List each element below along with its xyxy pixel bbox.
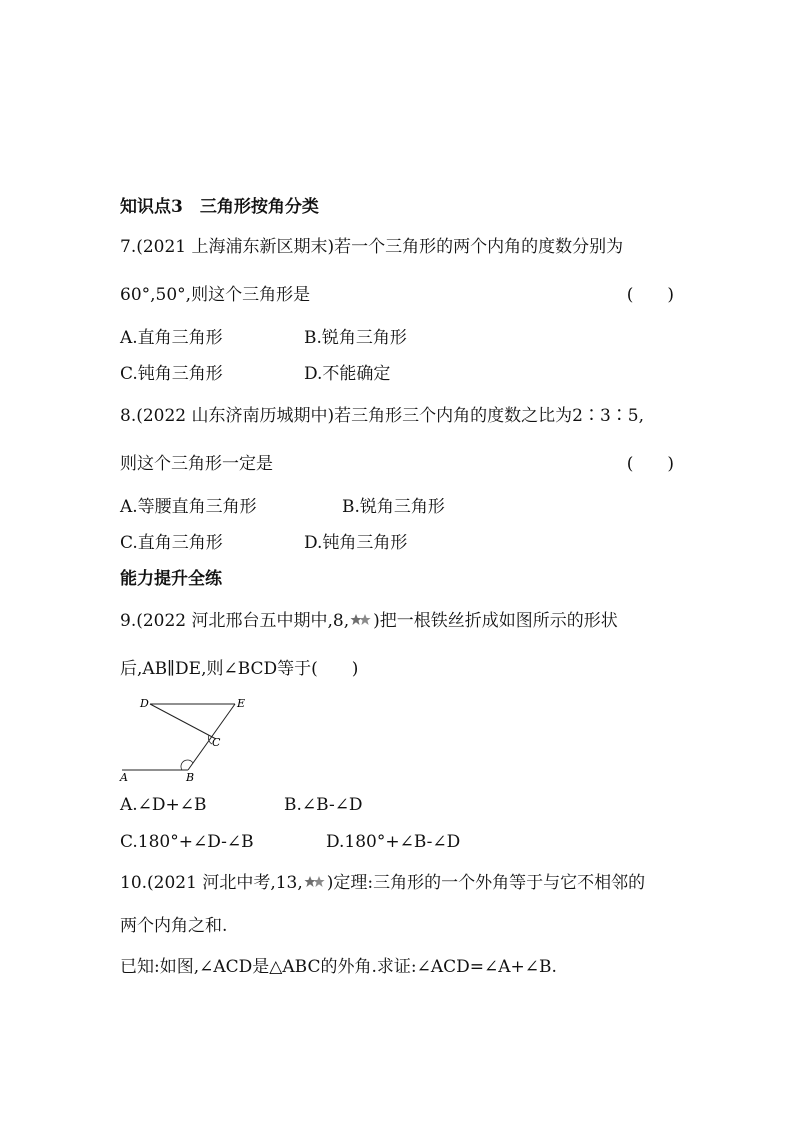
q8-option-a[interactable]: A.等腰直角三角形 [120, 497, 257, 517]
ability-section-title: 能力提升全练 [120, 569, 222, 589]
difficulty-stars-icon [304, 873, 326, 895]
q9-option-c[interactable]: C.180°+∠D-∠B [120, 832, 254, 852]
q7-option-a[interactable]: A.直角三角形 [120, 328, 223, 348]
q10-source: 10.(2021 河北中考,13, [120, 873, 303, 893]
q9-stem-line2: 后,AB∥DE,则∠BCD等于( ) [120, 659, 359, 679]
q7-stem-line2 [120, 284, 674, 306]
q8-option-b[interactable]: B.锐角三角形 [342, 497, 445, 517]
q9-option-a[interactable]: A.∠D+∠B [120, 795, 207, 815]
q8-option-d[interactable]: D.钝角三角形 [304, 533, 408, 553]
q8-answer-paren: ( ) [626, 454, 674, 474]
segment-dc [150, 704, 216, 739]
difficulty-stars-icon [350, 611, 372, 633]
q8-stem-text: 则这个三角形一定是 [120, 454, 273, 474]
q9-stem-text: )把一根铁丝折成如图所示的形状 [373, 611, 618, 631]
q8-stem-line2 [120, 453, 674, 475]
q8-stem-line1: 8.(2022 山东济南历城期中)若三角形三个内角的度数之比为2∶3∶5, [120, 406, 645, 426]
q10-stem-line1 [120, 872, 645, 895]
q9-option-b[interactable]: B.∠B-∠D [284, 795, 363, 815]
q9-geometry-figure [118, 694, 278, 786]
q7-option-c[interactable]: C.钝角三角形 [120, 364, 223, 384]
label-b: B [186, 771, 195, 784]
q8-option-c[interactable]: C.直角三角形 [120, 533, 223, 553]
q7-answer-paren: ( ) [626, 285, 674, 305]
q7-stem-line1: 7.(2021 上海浦东新区期末)若一个三角形的两个内角的度数分别为 [120, 237, 624, 257]
q10-given-and-prove: 已知:如图,∠ACD是△ABC的外角.求证:∠ACD=∠A+∠B. [120, 957, 557, 977]
label-a: A [120, 771, 128, 784]
q7-option-b[interactable]: B.锐角三角形 [304, 328, 407, 348]
section-title: 知识点3 三角形按角分类 [120, 197, 319, 217]
q10-stem-text: )定理:三角形的一个外角等于与它不相邻的 [326, 873, 646, 893]
label-c: C [212, 736, 221, 749]
q9-option-d[interactable]: D.180°+∠B-∠D [326, 832, 461, 852]
q9-source: 9.(2022 河北邢台五中期中,8, [120, 611, 350, 631]
q9-stem-line1 [120, 610, 618, 633]
q7-option-d[interactable]: D.不能确定 [304, 364, 391, 384]
q10-stem-line2: 两个内角之和. [120, 916, 228, 936]
label-d: D [140, 697, 149, 710]
label-e: E [237, 697, 246, 710]
q7-stem-text: 60°,50°,则这个三角形是 [120, 285, 311, 305]
